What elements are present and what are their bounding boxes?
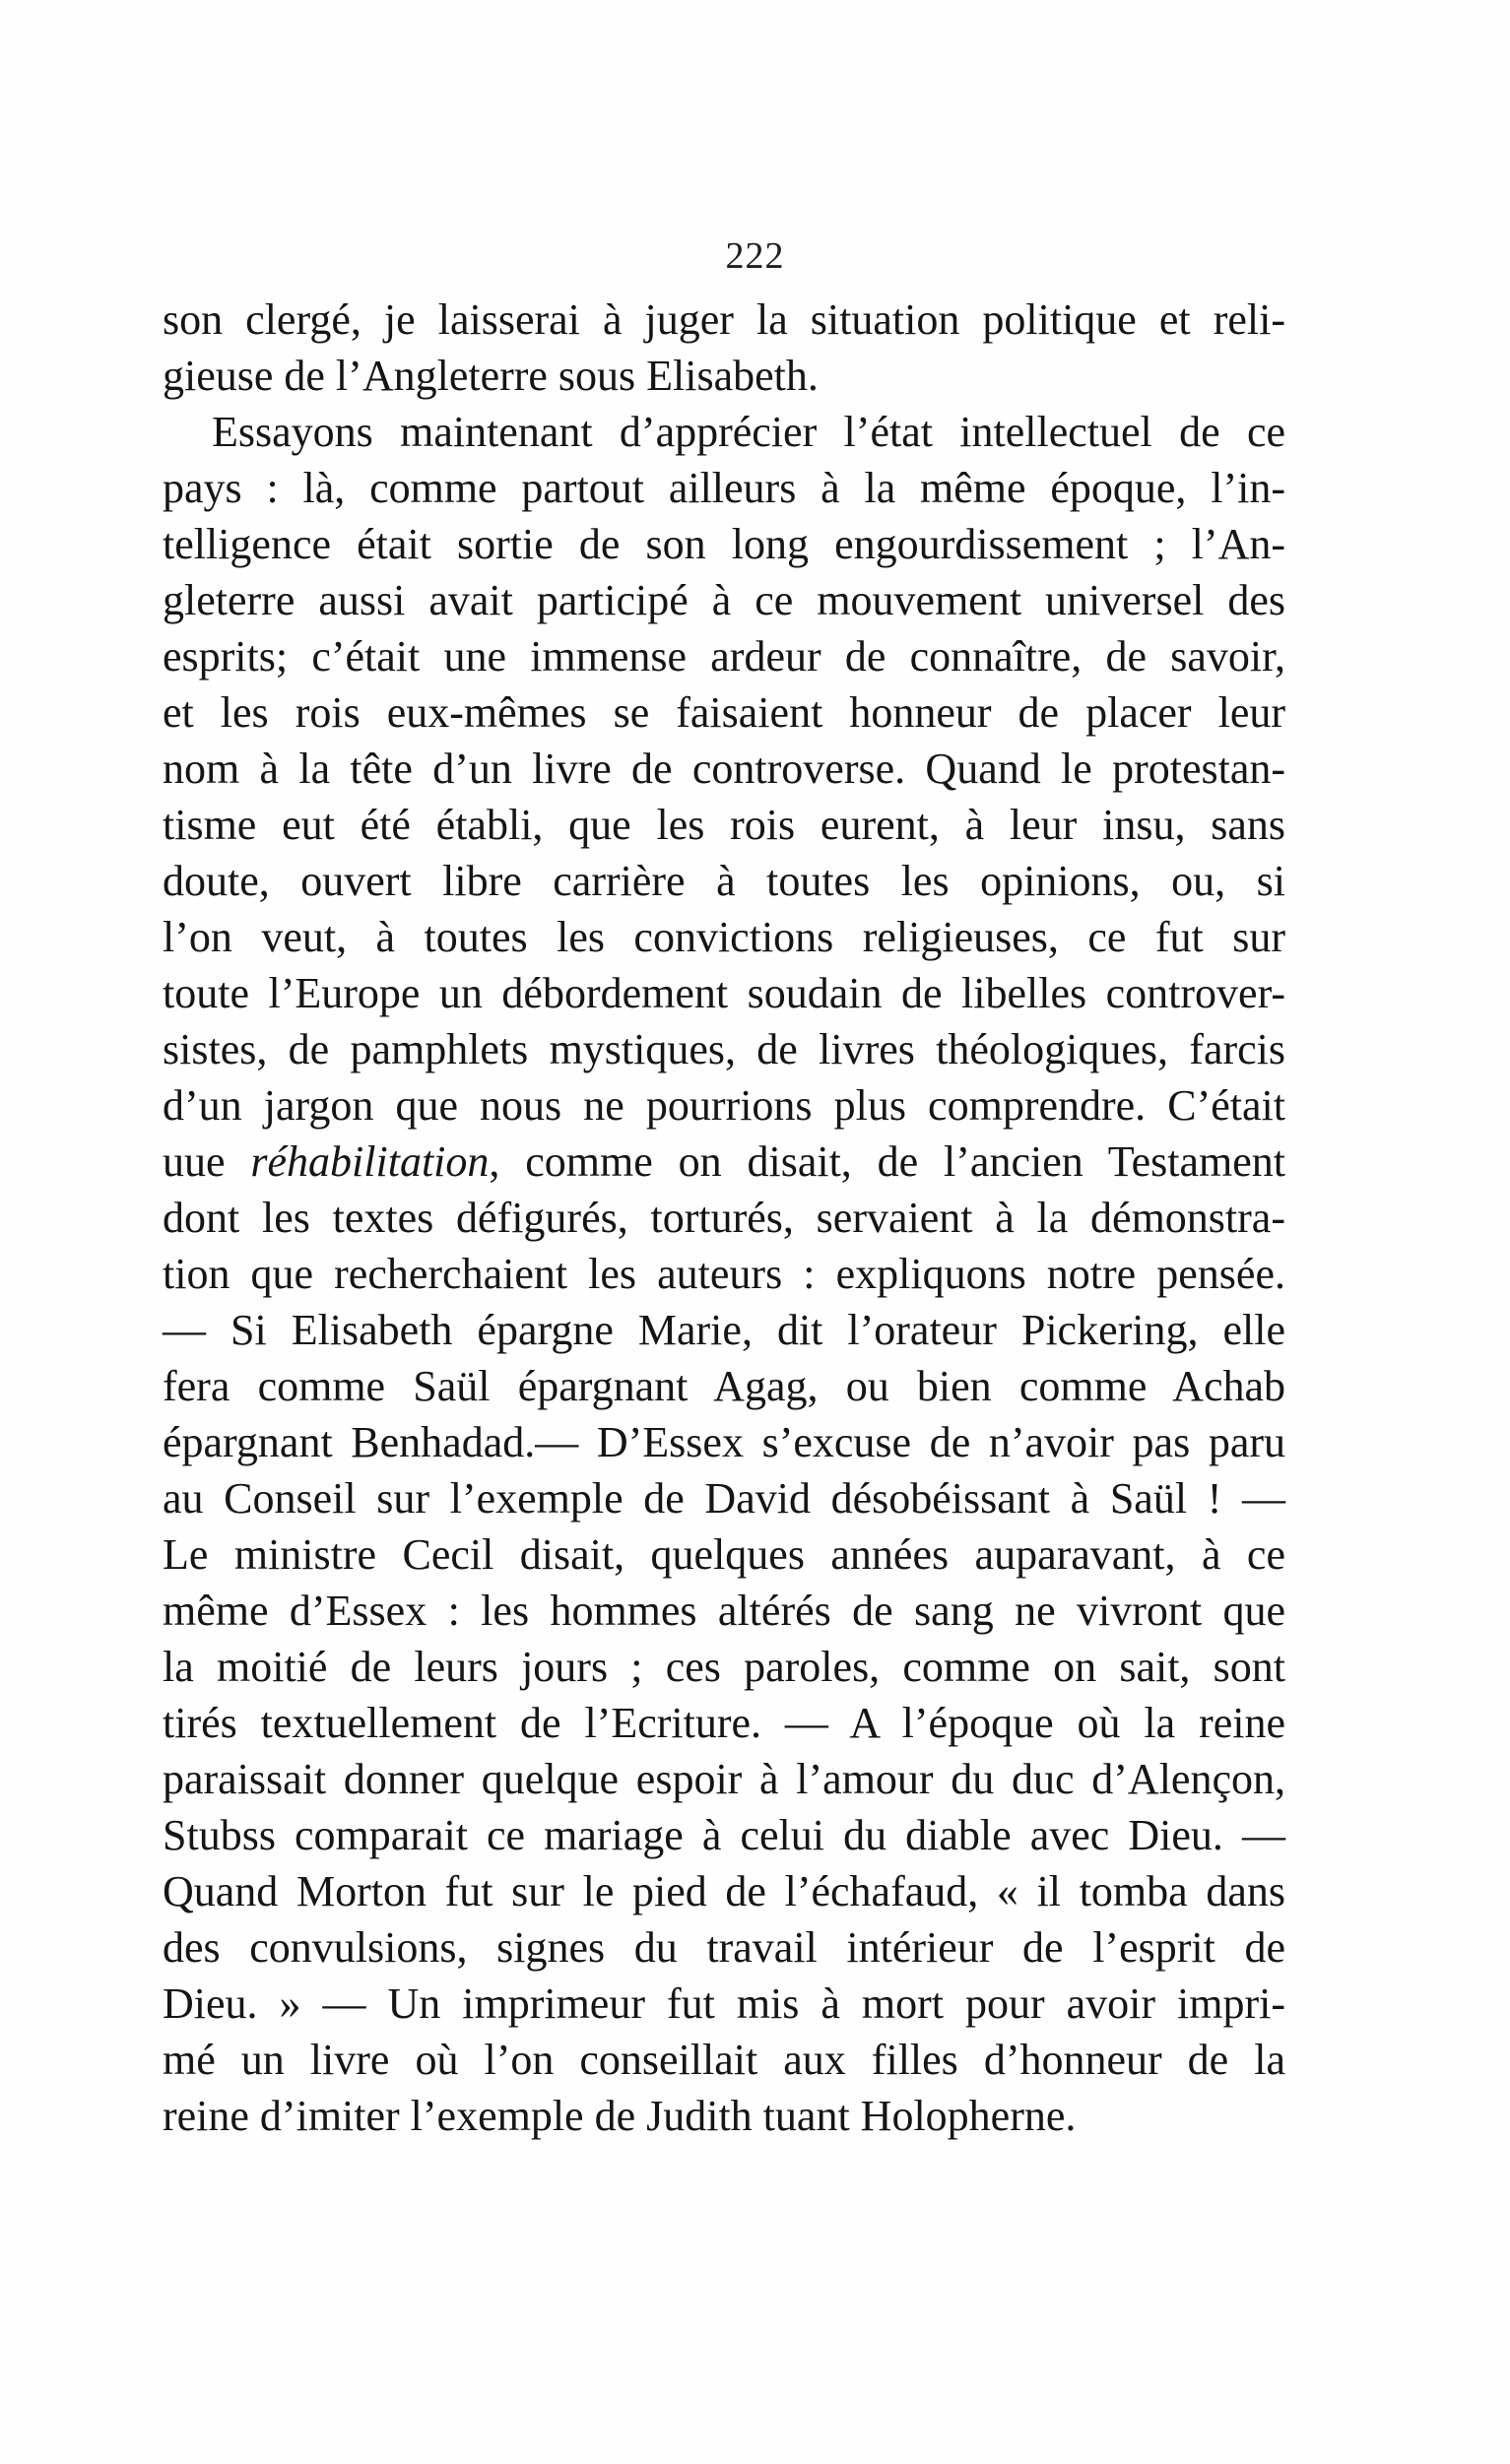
- text-line: paraissait donner quelque espoir à l’amour du duc d’Alençon,: [163, 1755, 1285, 1803]
- text-segment: uue: [163, 1137, 251, 1186]
- text-line: Essayons maintenant d’apprécier l’état intellectuel de ce: [212, 408, 1285, 456]
- text-line: gleterre aussi avait participé à ce mouvement universel des: [163, 576, 1285, 624]
- italic-term: réhabilitation: [250, 1137, 490, 1186]
- text-line: [163, 1134, 1285, 1190]
- text-line: au Conseil sur l’exemple de David désobéissant à Saül ! —: [163, 1474, 1285, 1523]
- text-line: toute l’Europe un débordement soudain de libelles controver-: [163, 969, 1285, 1017]
- text-line: sistes, de pamphlets mystiques, de livres théologiques, farcis: [163, 1025, 1285, 1073]
- text-line: la moitié de leurs jours ; ces paroles, comme on sait, sont: [163, 1643, 1285, 1691]
- text-line: mé un livre où l’on conseillait aux filles d’honneur de la: [163, 2036, 1285, 2084]
- text-line: tisme eut été établi, que les rois eurent, à leur insu, sans: [163, 801, 1285, 849]
- text-line: — Si Elisabeth épargne Marie, dit l’orateur Pickering, elle: [163, 1306, 1285, 1354]
- text-line: des convulsions, signes du travail intérieur de l’esprit de: [163, 1923, 1285, 1972]
- text-line: esprits; c’était une immense ardeur de connaître, de savoir,: [163, 632, 1285, 681]
- text-line: et les rois eux-mêmes se faisaient honneur de placer leur: [163, 688, 1285, 737]
- body-text: [163, 292, 1285, 2144]
- text-line: dont les textes défigurés, torturés, servaient à la démonstra-: [163, 1194, 1285, 1242]
- text-line: telligence était sortie de son long engourdissement ; l’An-: [163, 520, 1285, 568]
- text-line: son clergé, je laisserai à juger la situation politique et reli-: [163, 295, 1285, 344]
- text-line: gieuse de l’Angleterre sous Elisabeth.: [163, 352, 819, 400]
- text-segment: , comme on disait, de l’ancien Testament: [489, 1137, 1285, 1186]
- text-line: d’un jargon que nous ne pourrions plus comprendre. C’était: [163, 1081, 1285, 1130]
- text-line: nom à la tête d’un livre de controverse. Quand le protestan-: [163, 745, 1285, 793]
- text-line: pays : là, comme partout ailleurs à la même époque, l’in-: [163, 464, 1285, 512]
- page-number: 222: [725, 235, 785, 277]
- text-line: épargnant Benhadad.— D’Essex s’excuse de n’avoir pas paru: [163, 1418, 1285, 1466]
- text-line: Le ministre Cecil disait, quelques années auparavant, à ce: [163, 1530, 1285, 1579]
- text-line: doute, ouvert libre carrière à toutes les opinions, ou, si: [163, 857, 1285, 905]
- text-line: Quand Morton fut sur le pied de l’échafaud, « il tomba dans: [163, 1867, 1285, 1915]
- text-line: fera comme Saül épargnant Agag, ou bien comme Achab: [163, 1362, 1285, 1410]
- text-line: même d’Essex : les hommes altérés de sang ne vivront que: [163, 1587, 1285, 1635]
- text-line: tion que recherchaient les auteurs : expliquons notre pensée.: [163, 1250, 1285, 1298]
- text-line: Dieu. » — Un imprimeur fut mis à mort pour avoir impri-: [163, 1979, 1285, 2028]
- text-line: Stubss comparait ce mariage à celui du diable avec Dieu. —: [163, 1811, 1285, 1859]
- text-line: reine d’imiter l’exemple de Judith tuant Holopherne.: [163, 2092, 1077, 2140]
- text-line: tirés textuellement de l’Ecriture. — A l’époque où la reine: [163, 1699, 1285, 1747]
- text-line: l’on veut, à toutes les convictions religieuses, ce fut sur: [163, 913, 1285, 961]
